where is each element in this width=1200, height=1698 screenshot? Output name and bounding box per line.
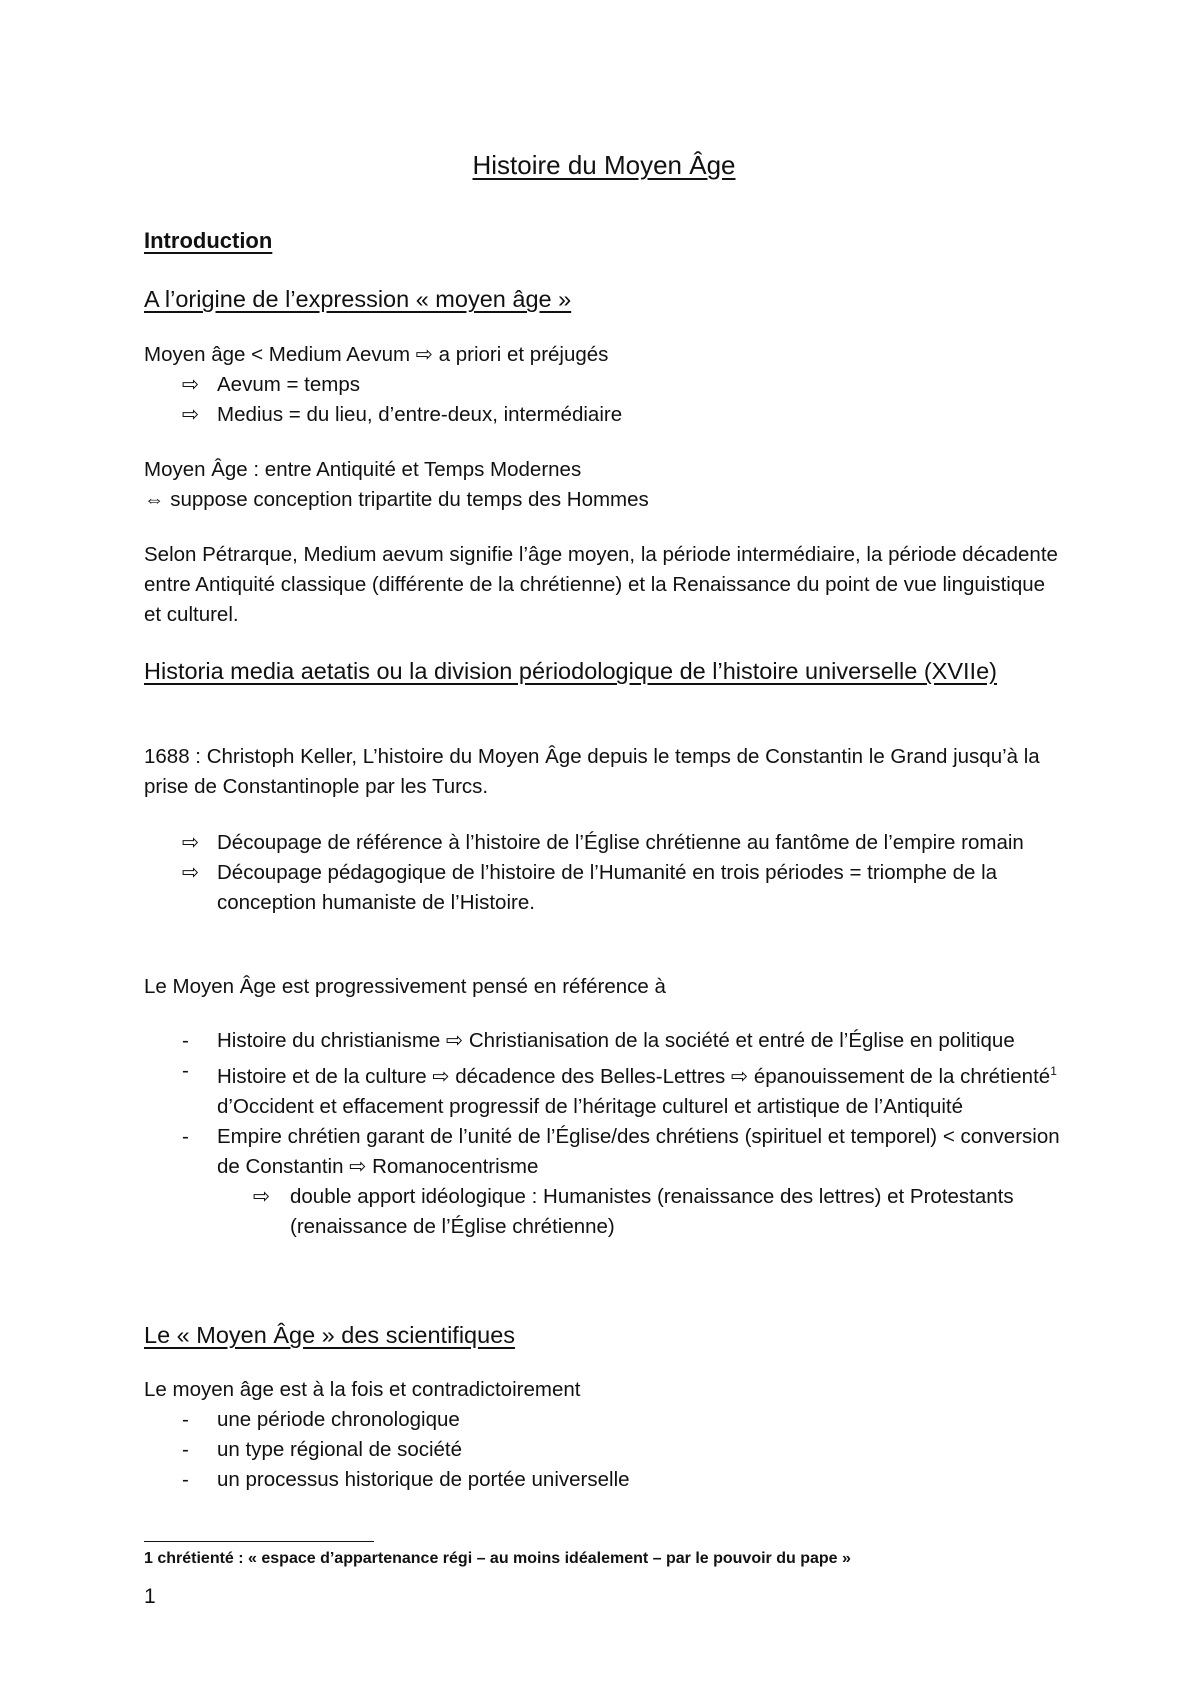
scientifiques-list	[144, 1375, 1064, 1495]
arrow-item	[144, 828, 1064, 858]
arrow-icon: ⇨	[253, 1184, 271, 1208]
section-heading-origine: A l’origine de l’expression « moyen âge »	[144, 286, 572, 312]
petrarque-paragraph	[144, 540, 1064, 630]
arrow-item	[144, 858, 1064, 918]
paragraph-text: Le moyen âge est à la fois et contradictoirement	[144, 1378, 581, 1401]
origine-line-3: ⇔ suppose conception tripartite du temps des Hommes	[144, 488, 649, 511]
arrow-icon: ⇨	[182, 373, 200, 396]
dash-marker: -	[182, 1438, 189, 1461]
origine-definitions	[144, 340, 1064, 430]
arrow-icon: ⇨	[182, 403, 200, 426]
dash-marker: -	[182, 1408, 189, 1431]
reference-intro	[144, 972, 1064, 1002]
arrow-item	[144, 400, 1064, 430]
keller-paragraph	[144, 742, 1064, 802]
arrow-item-text: Medius = du lieu, d’entre-deux, intermédiaire	[217, 403, 623, 426]
section-heading-scientifiques: Le « Moyen Âge » des scientifiques	[144, 1322, 516, 1348]
arrow-item-text: Aevum = temps	[217, 373, 360, 396]
historia-dash-list	[144, 1026, 1064, 1242]
dash-item-text: Histoire et de la culture ⇨ décadence des Belles-Lettres ⇨ épanouissement de la chrétienté	[217, 1064, 1051, 1088]
footnote: 1 chrétienté : « espace d’appartenance régi – au moins idéalement – par le pouvoir du pape »	[144, 1550, 851, 1567]
arrow-item-text: Découpage pédagogique de l’histoire de l’Humanité en trois périodes = triomphe de la conception humaniste de l’Histoire.	[217, 861, 998, 914]
document-title: Histoire du Moyen Âge	[472, 150, 736, 180]
paragraph-text: Selon Pétrarque, Medium aevum signifie l’âge moyen, la période intermédiaire, la période décadente entre Antiquité classique (différente de la chrétienne) et la Renaissance du point de vue linguistique et culturel.	[144, 543, 1058, 626]
origine-definition-2	[144, 455, 1064, 515]
arrow-icon: ⇨	[182, 861, 200, 884]
historia-arrow-list	[144, 828, 1064, 918]
introduction-heading: Introduction	[144, 228, 273, 253]
arrow-item	[144, 370, 1064, 400]
section-historia	[144, 654, 1044, 688]
dash-item-text: une période chronologique	[217, 1408, 460, 1431]
dash-item-text: Histoire du christianisme ⇨ Christianisation de la société et entré de l’Église en politique	[217, 1029, 1015, 1052]
section-origine	[144, 282, 1064, 316]
footnote-separator	[144, 1541, 374, 1542]
section-scientifiques	[144, 1318, 1064, 1352]
dash-item	[144, 1465, 1064, 1495]
footnote-reference[interactable]: 1	[1050, 1064, 1057, 1078]
dash-marker: -	[182, 1468, 189, 1491]
dash-item	[144, 1056, 1064, 1122]
origine-line-1: Moyen âge < Medium Aevum ⇨ a priori et préjugés	[144, 343, 609, 366]
arrow-item-text: double apport idéologique : Humanistes (renaissance des lettres) et Protestants (renaissance de l’Église chrétienne)	[290, 1184, 1014, 1238]
section-heading-historia: Historia media aetatis ou la division périodologique de l’histoire universelle (XVIIe)	[144, 658, 997, 684]
dash-marker: -	[182, 1124, 189, 1148]
dash-marker: -	[182, 1029, 189, 1052]
dash-item	[144, 1122, 1064, 1182]
page-number: 1	[144, 1585, 156, 1608]
origine-line-2: Moyen Âge : entre Antiquité et Temps Modernes	[144, 458, 582, 481]
dash-item-text-cont: d’Occident et effacement progressif de l’héritage culturel et artistique de l’Antiquité	[217, 1094, 964, 1118]
dash-item	[144, 1026, 1064, 1056]
dash-item	[144, 1405, 1064, 1435]
dash-item-text: un type régional de société	[217, 1438, 463, 1461]
arrow-item-text: Découpage de référence à l’histoire de l’Église chrétienne au fantôme de l’empire romain	[217, 831, 1024, 854]
dash-item-text: un processus historique de portée universelle	[217, 1468, 630, 1491]
nested-arrow-item	[144, 1182, 1064, 1242]
dash-item	[144, 1435, 1064, 1465]
paragraph-text: Le Moyen Âge est progressivement pensé en référence à	[144, 975, 666, 998]
dash-item-text: Empire chrétien garant de l’unité de l’Église/des chrétiens (spirituel et temporel) < conversion de Constantin ⇨ Romanocentrisme	[217, 1124, 1060, 1178]
dash-marker: -	[182, 1059, 189, 1082]
paragraph-text: 1688 : Christoph Keller, L’histoire du Moyen Âge depuis le temps de Constantin le Grand jusqu’à la prise de Constantinople par les Turcs.	[144, 745, 1040, 798]
arrow-icon: ⇨	[182, 831, 200, 854]
